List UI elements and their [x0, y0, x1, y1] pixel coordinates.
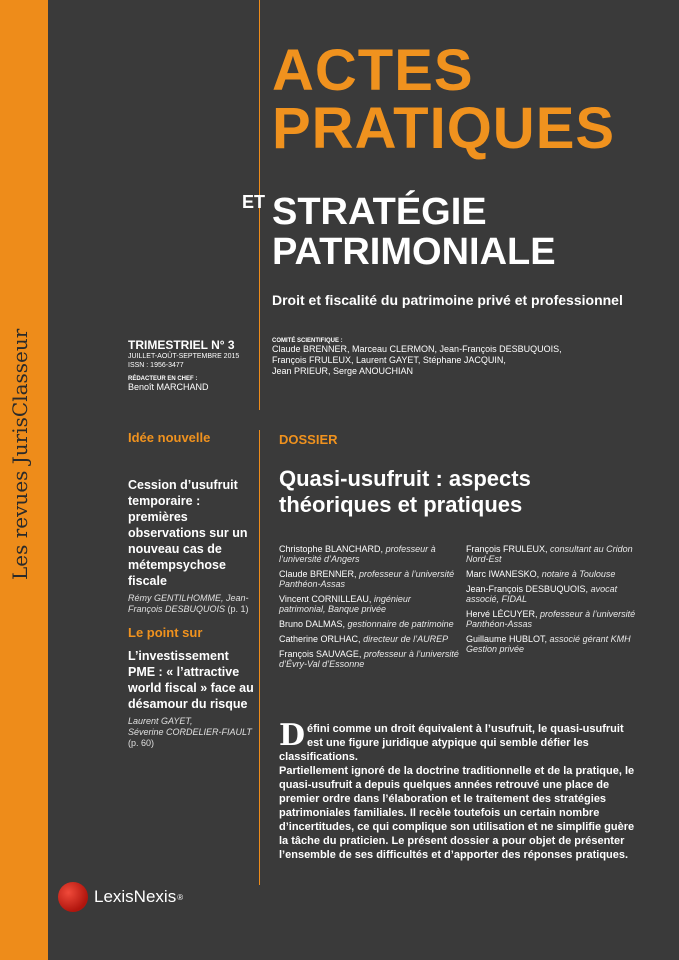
dossier-author	[279, 544, 459, 564]
author-role: professeur à l’université d’Angers	[279, 544, 436, 564]
article-page: (p. 1)	[227, 604, 249, 614]
dossier-author	[466, 544, 641, 564]
author-role: gestionnaire de patrimoine	[347, 619, 454, 629]
committee-line: François FRULEUX, Laurent GAYET, Stéphane JACQUIN,	[272, 355, 506, 365]
title-line-strategie: STRATÉGIE	[272, 191, 487, 233]
intro-paragraph: Partiellement ignoré de la doctrine traditionnelle et de la pratique, le quasi-usufruit a depuis quelques années retrouvé une place de premier ordre dans l’élaboration et le traitement des stratégies patrimoniales familiales. Il recèle toutefois un certain nombre d’incertitudes, ce qui complique son utilisation et ne simplifie guère la tâche du praticien. Le présent dossier a pour objet de présenter l’ensemble de ses difficultés et d’apporter des réponses pratiques.	[279, 765, 635, 861]
dossier-author	[279, 594, 459, 614]
author-name: Christophe BLANCHARD,	[279, 544, 384, 554]
author-role: professeur à l’université Panthéon-Assas	[466, 609, 636, 629]
journal-subtitle: Droit et fiscalité du patrimoine privé et professionnel	[272, 292, 623, 308]
registered-mark: ®	[177, 892, 184, 902]
author-role: directeur de l’AUREP	[363, 634, 449, 644]
logo-text: LexisNexis	[94, 887, 177, 906]
journal-title-secondary	[272, 192, 556, 272]
article-author: Laurent GAYET,	[128, 716, 193, 726]
author-name: Guillaume HUBLOT,	[466, 634, 548, 644]
divider-bottom	[259, 430, 260, 885]
title-line-actes: ACTES	[272, 38, 474, 103]
author-role: ingénieur patrimonial, Banque privée	[279, 594, 411, 614]
editor-label: RÉDACTEUR EN CHEF :	[128, 376, 198, 382]
lexisnexis-globe-icon	[58, 882, 88, 912]
dossier-title: Quasi-usufruit : aspects théoriques et pratiques	[279, 466, 531, 517]
issue-number: TRIMESTRIEL N° 3	[128, 338, 235, 352]
author-name: Claude BRENNER,	[279, 569, 357, 579]
author-role: associé gérant KMH Gestion privée	[466, 634, 631, 654]
dossier-authors-left	[279, 544, 459, 674]
issue-info	[128, 338, 253, 392]
article-author-names: Rémy GENTILHOMME, Jean-François DESBUQUOIS	[128, 593, 249, 614]
author-name: François FRULEUX,	[466, 544, 548, 554]
section-le-point-sur: Le point sur	[128, 625, 203, 640]
author-name: Jean-François DESBUQUOIS,	[466, 584, 589, 594]
left-column	[128, 430, 254, 749]
dossier-author	[279, 619, 459, 629]
dossier-author	[466, 584, 641, 604]
dossier-author	[279, 649, 459, 669]
author-role: avocat associé, FIDAL	[466, 584, 618, 604]
committee-line: Jean PRIEUR, Serge ANOUCHIAN	[272, 366, 414, 376]
dossier-label: DOSSIER	[279, 432, 338, 447]
dropcap: D	[279, 718, 306, 753]
article-page: (p. 60)	[128, 738, 155, 748]
issue-issn: ISSN : 1956-3477	[128, 362, 184, 369]
author-name: Vincent CORNILLEAU,	[279, 594, 372, 604]
author-name: Marc IWANESKO,	[466, 569, 540, 579]
author-role: consultant au Cridon Nord-Est	[466, 544, 633, 564]
article-title: L’investissement PME : « l’attractive world fiscal » face au désamour du risque	[128, 649, 254, 711]
title-line-patrimoniale: PATRIMONIALE	[272, 231, 556, 273]
dossier-author	[466, 569, 641, 579]
author-role: professeur à l’université d’Évry-Val d’Essonne	[279, 649, 459, 669]
dossier-author	[279, 634, 459, 644]
spine-text: Les revues JurisClasseur	[8, 328, 32, 580]
intro-paragraph: éfini comme un droit équivalent à l’usufruit, le quasi-usufruit est une figure juridique atypique qui semble défier les classifications.	[279, 723, 624, 763]
scientific-committee	[272, 338, 652, 377]
author-name: Hervé LÉCUYER,	[466, 609, 538, 619]
publisher-logo	[58, 882, 183, 912]
issue-period: JUILLET-AOÛT-SEPTEMBRE 2015	[128, 353, 240, 360]
section-idee-nouvelle: Idée nouvelle	[128, 430, 211, 445]
dossier-authors-right	[466, 544, 641, 659]
author-role: notaire à Toulouse	[541, 569, 616, 579]
editor-name: Benoît MARCHAND	[128, 382, 209, 392]
dossier-author	[279, 569, 459, 589]
article-author: Séverine CORDELIER-FIAULT	[128, 727, 252, 737]
spine	[0, 0, 48, 960]
committee-label: COMITÉ SCIENTIFIQUE :	[272, 338, 343, 344]
author-role: professeur à l’université Panthéon-Assas	[279, 569, 455, 589]
title-et: ET	[242, 192, 266, 212]
dossier-author	[466, 609, 641, 629]
article-title: Cession d’usufruit temporaire : premières observations sur un nouveau cas de métempsychose fiscale	[128, 478, 248, 588]
title-line-pratiques: PRATIQUES	[272, 96, 616, 161]
journal-title-main	[272, 38, 616, 161]
dossier-author	[466, 634, 641, 654]
author-name: Catherine ORLHAC,	[279, 634, 361, 644]
author-name: Bruno DALMAS,	[279, 619, 346, 629]
article-author	[128, 593, 254, 615]
dossier-intro	[279, 718, 641, 862]
committee-line: Claude BRENNER, Marceau CLERMON, Jean-François DESBUQUOIS,	[272, 344, 562, 354]
author-name: François SAUVAGE,	[279, 649, 362, 659]
